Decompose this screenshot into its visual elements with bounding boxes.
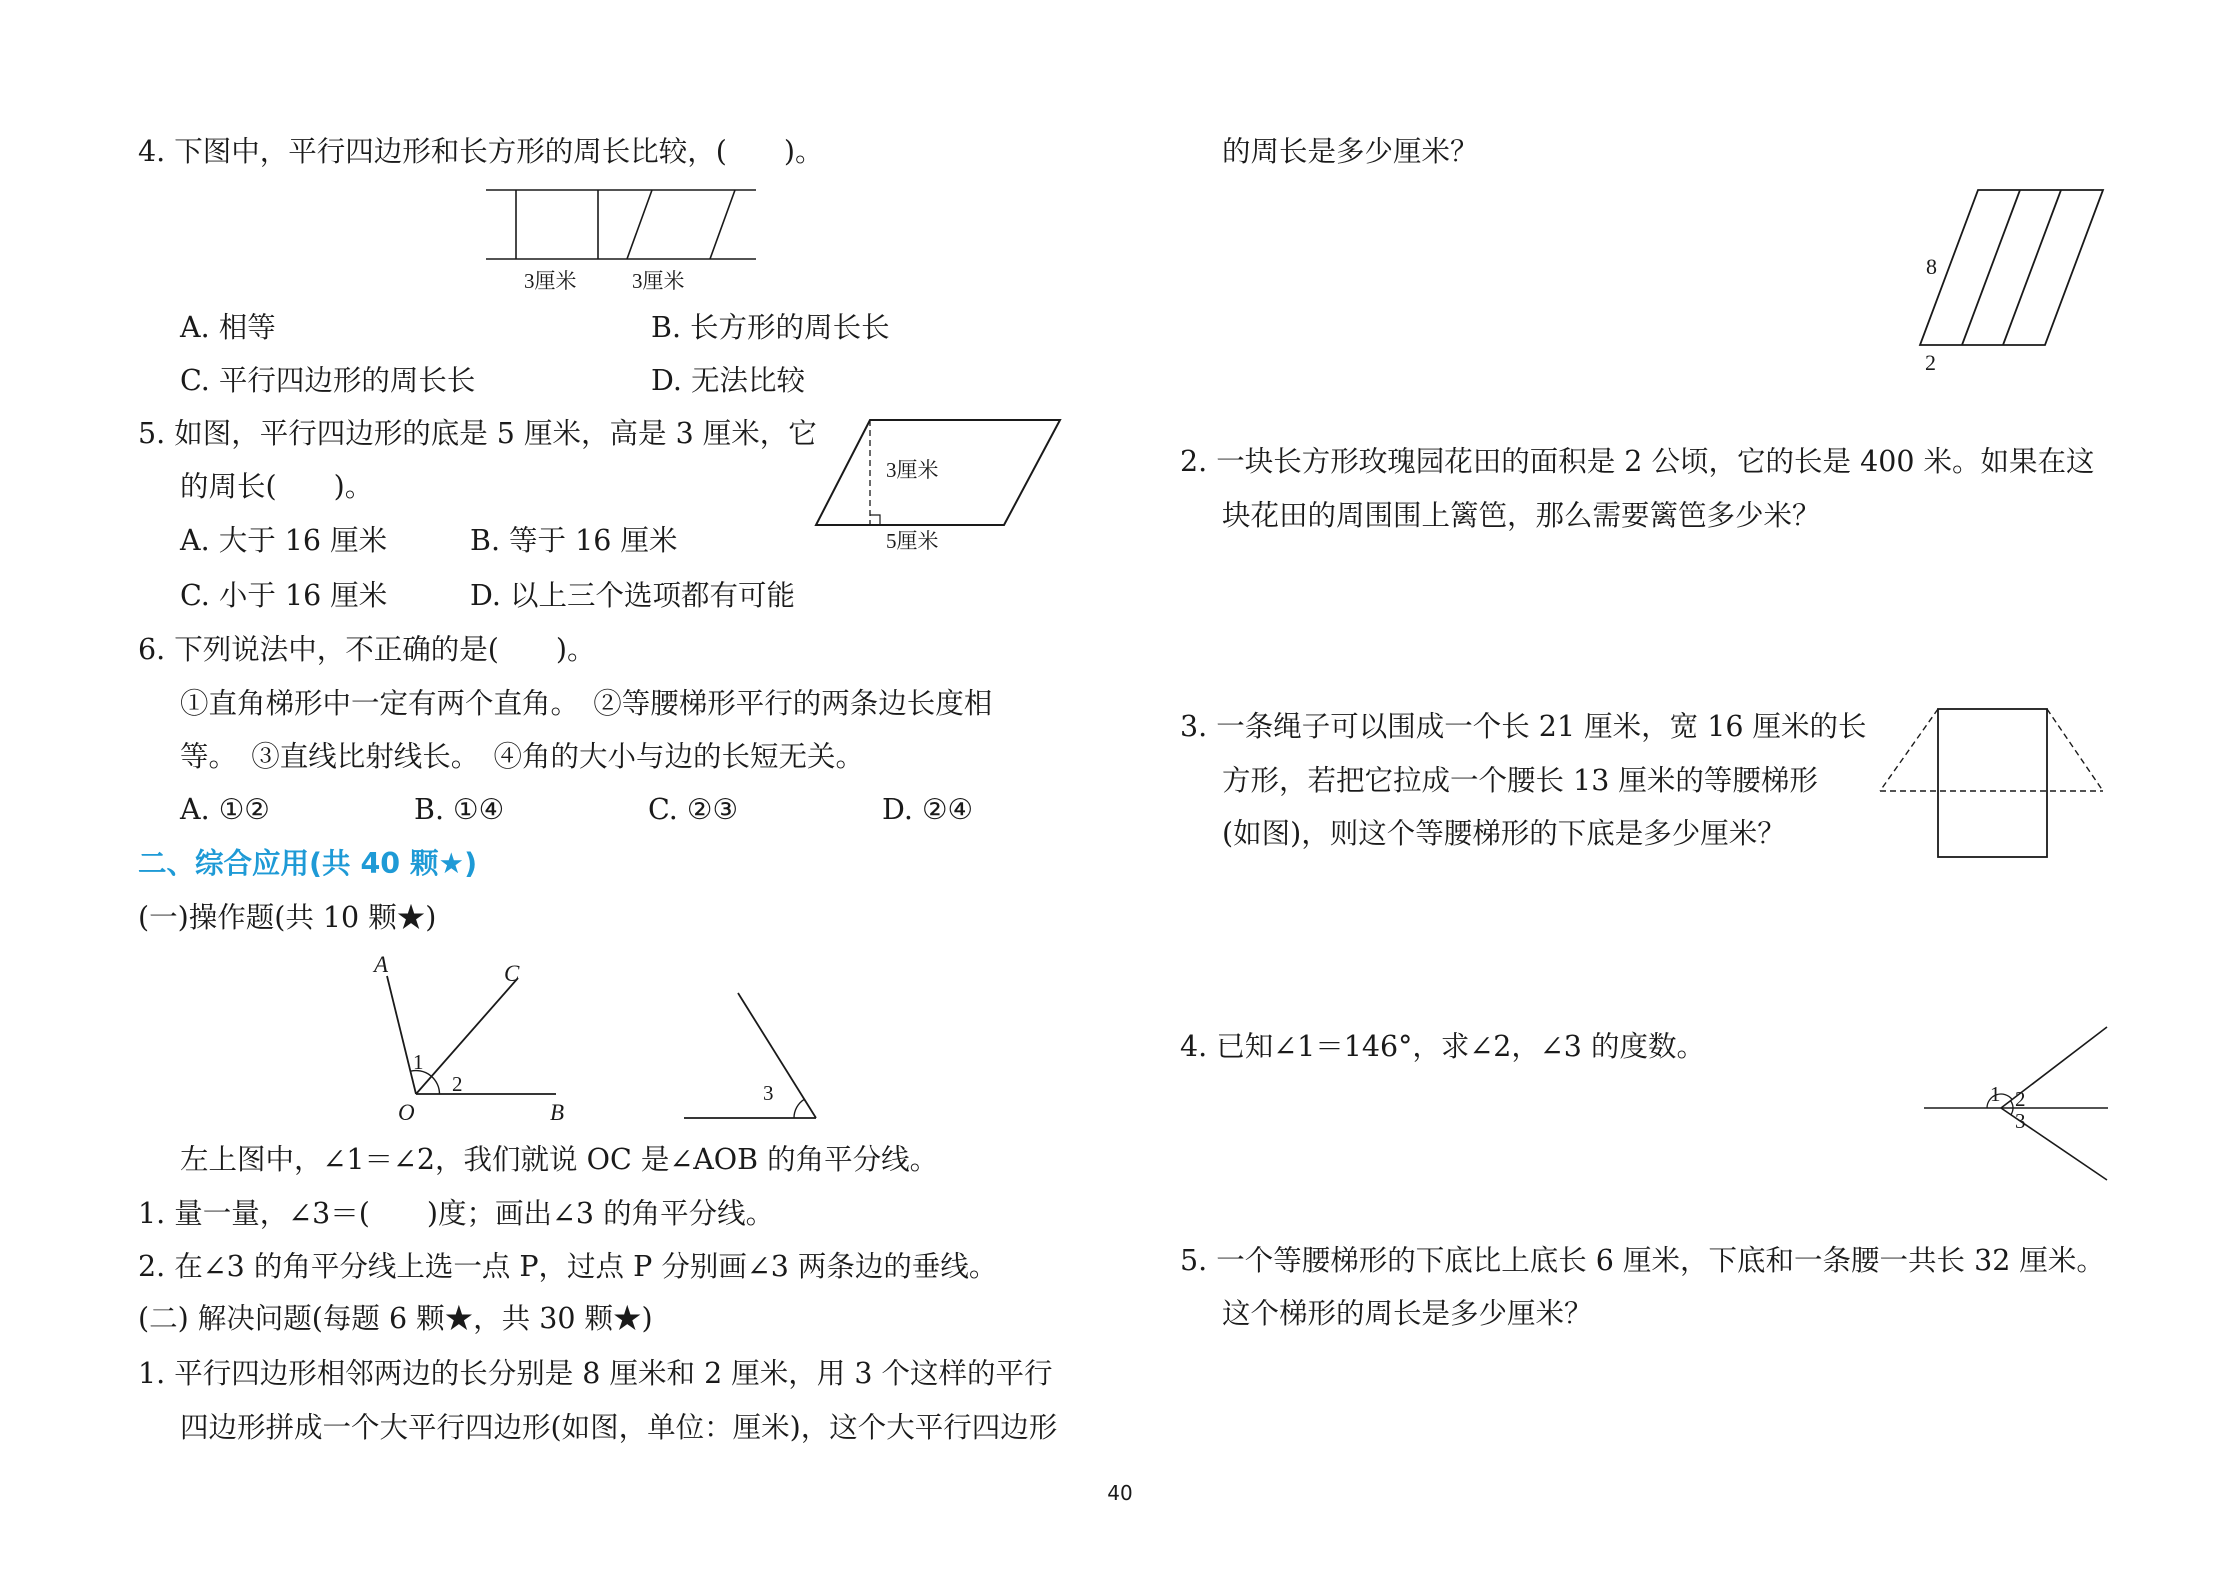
- section-2-heading: 二、综合应用(共 40 颗★): [138, 847, 478, 880]
- q5-option-d: D. 以上三个选项都有可能: [470, 579, 795, 612]
- q4-label-2: 3厘米: [632, 269, 685, 293]
- rectangle-shape: [1938, 709, 2047, 857]
- angle-3-label: 3: [2015, 1109, 2026, 1133]
- problem-4: 4. 已知∠1＝146°，求∠2，∠3 的度数。: [1180, 1030, 1705, 1063]
- q6-option-b: B. ①④: [414, 793, 505, 826]
- q6-option-a: A. ①②: [180, 793, 270, 826]
- parallelogram-left-side: [627, 190, 652, 259]
- problem-3-figure: [1870, 706, 2110, 866]
- label-o: O: [398, 1100, 415, 1125]
- angle-3-label: 3: [763, 1081, 774, 1105]
- problem-2-line-2: 块花田的周围围上篱笆，那么需要篱笆多少米？: [1222, 499, 1821, 532]
- problem-5-line-2: 这个梯形的周长是多少厘米？: [1222, 1297, 1593, 1330]
- q4-figure: [480, 186, 760, 296]
- angle-2-label: 2: [452, 1072, 463, 1096]
- q4-label-1: 3厘米: [524, 269, 577, 293]
- angle-3-arc: [2011, 1108, 2013, 1115]
- angle-3-arc: [794, 1099, 804, 1118]
- q4-option-d: D. 无法比较: [651, 364, 805, 397]
- q6-statements-line-2: 等。 ③直线比射线长。 ④角的大小与边的长短无关。: [180, 740, 865, 773]
- page-number: 40: [1107, 1481, 1133, 1505]
- problem-3-line-3: (如图)，则这个等腰梯形的下底是多少厘米？: [1222, 817, 1786, 850]
- ray-oa: [387, 976, 416, 1094]
- problem-5-line-1: 5. 一个等腰梯形的下底比上底长 6 厘米，下底和一条腰一共长 32 厘米。: [1180, 1244, 2105, 1277]
- problem-1-line-1: 1. 平行四边形相邻两边的长分别是 8 厘米和 2 厘米，用 3 个这样的平行: [138, 1357, 1053, 1390]
- q5-line-2: 的周长( )。: [180, 470, 374, 503]
- q5-option-b: B. 等于 16 厘米: [470, 524, 678, 557]
- q4-option-a: A. 相等: [180, 311, 276, 344]
- problem-2-line-1: 2. 一块长方形玫瑰园花田的面积是 2 公顷，它的长是 400 米。如果在这: [1180, 445, 2095, 478]
- q5-base-label: 5厘米: [886, 529, 939, 553]
- q4-option-c: C. 平行四边形的周长长: [180, 364, 476, 397]
- angle-1-label: 1: [413, 1050, 424, 1074]
- label-c: C: [504, 961, 520, 986]
- parallelogram-right-side: [710, 190, 735, 259]
- q5-option-c: C. 小于 16 厘米: [180, 579, 388, 612]
- q6-statements-line-1: ①直角梯形中一定有两个直角。 ②等腰梯形平行的两条边长度相: [180, 687, 993, 720]
- operation-2: 2. 在∠3 的角平分线上选一点 P，过点 P 分别画∠3 两条边的垂线。: [138, 1250, 998, 1283]
- side-length-label: 8: [1926, 254, 1937, 279]
- q5-option-a: A. 大于 16 厘米: [180, 524, 388, 557]
- angle-2-arc: [2011, 1101, 2014, 1108]
- problem-3-line-1: 3. 一条绳子可以围成一个长 21 厘米，宽 16 厘米的长: [1180, 710, 1867, 743]
- q6-option-d: D. ②④: [882, 793, 974, 826]
- operation-1: 1. 量一量，∠3＝( )度；画出∠3 的角平分线。: [138, 1197, 775, 1230]
- q5-line-1: 5. 如图，平行四边形的底是 5 厘米，高是 3 厘米，它: [138, 417, 817, 450]
- q6-stem: 6. 下列说法中，不正确的是( )。: [138, 633, 596, 666]
- q4-option-b: B. 长方形的周长长: [651, 311, 890, 344]
- q5-parallelogram-figure: [810, 414, 1070, 554]
- right-angle-mark: [870, 515, 880, 525]
- q6-option-c: C. ②③: [648, 793, 739, 826]
- trapezoid-left-leg: [1880, 709, 1938, 791]
- problem-1-figure: [1908, 184, 2108, 374]
- problem-1-line-2: 四边形拼成一个大平行四边形(如图，单位：厘米)，这个大平行四边形: [180, 1411, 1058, 1444]
- label-a: A: [374, 952, 389, 977]
- angle-3-side: [738, 993, 816, 1118]
- subsection-1-heading: (一)操作题(共 10 颗★): [138, 901, 437, 934]
- angle-1-label: 1: [1990, 1082, 2001, 1106]
- subsection-2-heading: (二) 解决问题(每题 6 颗★，共 30 颗★): [138, 1302, 653, 1335]
- q4-stem: 4. 下图中，平行四边形和长方形的周长比较，( )。: [138, 135, 824, 168]
- problem-4-figure: [1918, 1023, 2118, 1191]
- problem-1-line-3: 的周长是多少厘米？: [1222, 135, 1479, 168]
- angle-figures: [370, 948, 850, 1133]
- angle-2-label: 2: [2015, 1087, 2026, 1111]
- q5-height-label: 3厘米: [886, 458, 939, 482]
- label-b: B: [550, 1100, 565, 1125]
- bisector-note: 左上图中，∠1＝∠2，我们就说 OC 是∠AOB 的角平分线。: [180, 1143, 939, 1176]
- problem-3-line-2: 方形，若把它拉成一个腰长 13 厘米的等腰梯形: [1222, 764, 1818, 797]
- trapezoid-right-leg: [2047, 709, 2103, 791]
- base-length-label: 2: [1925, 350, 1936, 375]
